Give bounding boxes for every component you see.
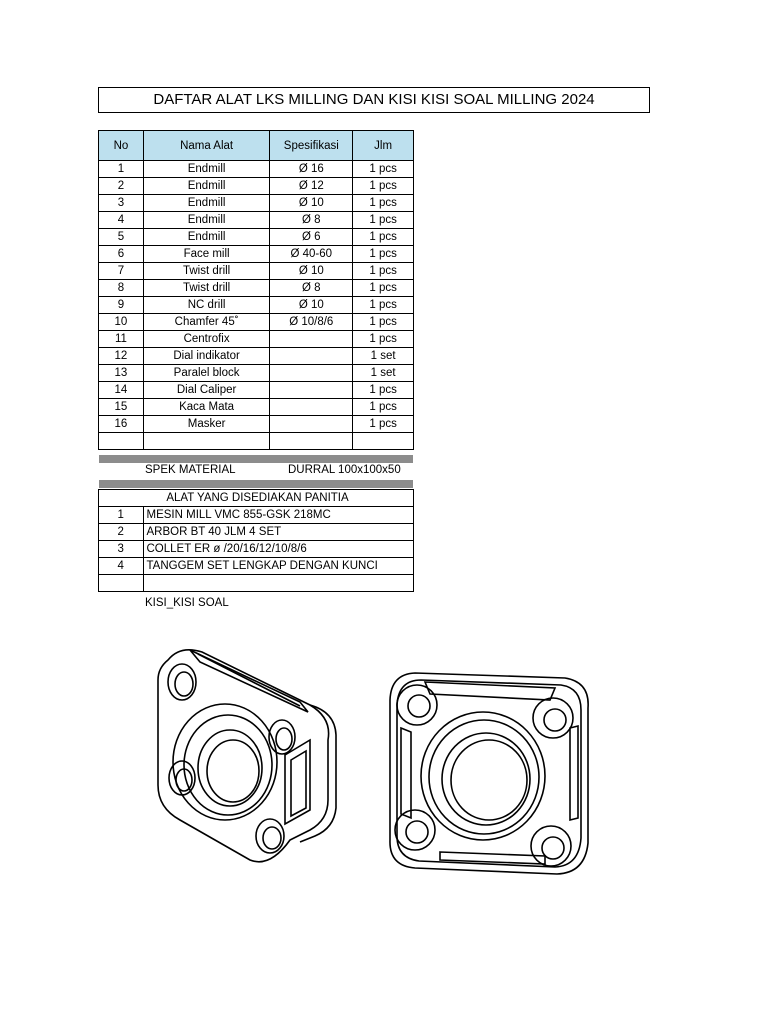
row-tool-name: Dial Caliper <box>143 382 270 399</box>
table-row <box>99 524 414 541</box>
provided-header-spacer <box>99 490 144 507</box>
table-row <box>99 212 414 229</box>
row-qty: 1 pcs <box>353 161 414 178</box>
row-tool-name: Twist drill <box>143 263 270 280</box>
corner-hole-br-inner <box>263 827 281 849</box>
side-slot-inner <box>291 751 306 816</box>
row-spec: Ø 12 <box>270 178 353 195</box>
row-qty: 1 pcs <box>353 212 414 229</box>
corner-hole-tr <box>533 698 573 738</box>
row-no: 5 <box>99 229 144 246</box>
table-row <box>99 348 414 365</box>
row-spec <box>270 331 353 348</box>
row-no: 16 <box>99 416 144 433</box>
row-spec: Ø 10 <box>270 297 353 314</box>
table-row <box>99 399 414 416</box>
row-item <box>143 575 414 592</box>
corner-hole-br-inner <box>542 837 564 859</box>
row-no: 10 <box>99 314 144 331</box>
provided-table-header-row <box>99 490 414 507</box>
kisi-label: KISI_KISI SOAL <box>145 597 229 609</box>
row-tool-name: Dial indikator <box>143 348 270 365</box>
corner-hole-bl <box>395 810 435 850</box>
tools-table-header-row <box>99 131 414 161</box>
row-no: 4 <box>99 212 144 229</box>
row-spec: Ø 10/8/6 <box>270 314 353 331</box>
table-row <box>99 558 414 575</box>
corner-hole-br <box>531 826 571 866</box>
table-row <box>99 263 414 280</box>
row-qty: 1 pcs <box>353 280 414 297</box>
row-item: TANGGEM SET LENGKAP DENGAN KUNCI <box>143 558 414 575</box>
header-qty: Jlm <box>353 131 414 161</box>
row-no: 1 <box>99 507 144 524</box>
table-row <box>99 229 414 246</box>
row-qty: 1 pcs <box>353 178 414 195</box>
row-tool-name: Endmill <box>143 195 270 212</box>
row-spec <box>270 348 353 365</box>
row-qty: 1 pcs <box>353 416 414 433</box>
row-no: 2 <box>99 524 144 541</box>
header-name: Nama Alat <box>143 131 270 161</box>
part-outline <box>390 673 588 874</box>
row-spec: Ø 40-60 <box>270 246 353 263</box>
separator-bar <box>99 455 413 463</box>
row-tool-name: Centrofix <box>143 331 270 348</box>
tools-table-body <box>99 161 414 450</box>
table-row <box>99 297 414 314</box>
row-item: MESIN MILL VMC 855-GSK 218MC <box>143 507 414 524</box>
row-spec <box>270 416 353 433</box>
row-no: 6 <box>99 246 144 263</box>
provided-table <box>98 489 414 592</box>
material-value: DURRAL 100x100x50 <box>288 464 401 476</box>
row-spec: Ø 8 <box>270 280 353 297</box>
row-qty <box>353 433 414 450</box>
corner-hole-bl-inner <box>406 821 428 843</box>
material-label: SPEK MATERIAL <box>145 464 236 476</box>
row-no: 15 <box>99 399 144 416</box>
row-tool-name: Face mill <box>143 246 270 263</box>
tools-table <box>98 130 414 450</box>
provided-header: ALAT YANG DISEDIAKAN PANITIA <box>143 490 414 507</box>
row-tool-name: Chamfer 45˚ <box>143 314 270 331</box>
part-drawing-isometric <box>150 640 340 875</box>
table-row <box>99 161 414 178</box>
row-qty: 1 pcs <box>353 314 414 331</box>
corner-hole-tl-inner <box>408 695 430 717</box>
corner-hole-br <box>256 819 284 853</box>
row-no: 13 <box>99 365 144 382</box>
row-no: 7 <box>99 263 144 280</box>
table-row <box>99 541 414 558</box>
row-tool-name: Kaca Mata <box>143 399 270 416</box>
row-no: 14 <box>99 382 144 399</box>
row-no: 11 <box>99 331 144 348</box>
right-slot <box>570 726 578 820</box>
row-no: 1 <box>99 161 144 178</box>
table-row <box>99 416 414 433</box>
row-item: COLLET ER ø /20/16/12/10/8/6 <box>143 541 414 558</box>
row-tool-name: Masker <box>143 416 270 433</box>
row-qty: 1 set <box>353 365 414 382</box>
table-row <box>99 507 414 524</box>
row-qty: 1 pcs <box>353 246 414 263</box>
center-boss-ring <box>429 720 539 834</box>
center-bore-inner <box>451 740 527 820</box>
table-row <box>99 178 414 195</box>
header-no: No <box>99 131 144 161</box>
row-tool-name <box>143 433 270 450</box>
center-bore <box>442 733 530 825</box>
top-slot-inner <box>198 654 300 706</box>
table-row <box>99 246 414 263</box>
corner-hole-tr-inner <box>544 709 566 731</box>
row-no <box>99 433 144 450</box>
row-spec <box>270 365 353 382</box>
row-no: 12 <box>99 348 144 365</box>
corner-hole-tl <box>397 685 437 725</box>
row-qty: 1 pcs <box>353 297 414 314</box>
row-no: 9 <box>99 297 144 314</box>
row-qty: 1 pcs <box>353 399 414 416</box>
row-tool-name: NC drill <box>143 297 270 314</box>
provided-table-body <box>99 507 414 592</box>
row-qty: 1 pcs <box>353 263 414 280</box>
row-no <box>99 575 144 592</box>
row-tool-name: Endmill <box>143 229 270 246</box>
row-qty: 1 pcs <box>353 382 414 399</box>
table-row <box>99 280 414 297</box>
row-spec <box>270 399 353 416</box>
row-spec <box>270 382 353 399</box>
row-no: 8 <box>99 280 144 297</box>
corner-hole-tr-inner <box>276 728 292 750</box>
row-tool-name: Endmill <box>143 212 270 229</box>
table-row <box>99 195 414 212</box>
row-no: 3 <box>99 195 144 212</box>
row-tool-name: Endmill <box>143 161 270 178</box>
table-row <box>99 314 414 331</box>
row-spec: Ø 6 <box>270 229 353 246</box>
row-spec: Ø 10 <box>270 263 353 280</box>
row-no: 2 <box>99 178 144 195</box>
row-tool-name: Twist drill <box>143 280 270 297</box>
row-tool-name: Endmill <box>143 178 270 195</box>
table-row <box>99 575 414 592</box>
document-title: DAFTAR ALAT LKS MILLING DAN KISI KISI SOAL MILLING 2024 <box>98 87 650 113</box>
row-no: 3 <box>99 541 144 558</box>
row-qty: 1 pcs <box>353 229 414 246</box>
row-spec <box>270 433 353 450</box>
row-spec: Ø 10 <box>270 195 353 212</box>
corner-hole-tl-inner <box>175 672 193 696</box>
center-bore-inner <box>207 740 259 802</box>
corner-hole-tl <box>168 664 196 700</box>
part-drawing-top-view <box>385 668 595 880</box>
left-slot <box>401 728 411 818</box>
table-row <box>99 433 414 450</box>
row-qty: 1 pcs <box>353 195 414 212</box>
row-spec: Ø 16 <box>270 161 353 178</box>
row-item: ARBOR BT 40 JLM 4 SET <box>143 524 414 541</box>
table-row <box>99 331 414 348</box>
table-row <box>99 382 414 399</box>
row-qty: 1 set <box>353 348 414 365</box>
row-qty: 1 pcs <box>353 331 414 348</box>
row-spec: Ø 8 <box>270 212 353 229</box>
row-no: 4 <box>99 558 144 575</box>
separator-bar <box>99 480 413 488</box>
table-row <box>99 365 414 382</box>
row-tool-name: Paralel block <box>143 365 270 382</box>
header-spec: Spesifikasi <box>270 131 353 161</box>
